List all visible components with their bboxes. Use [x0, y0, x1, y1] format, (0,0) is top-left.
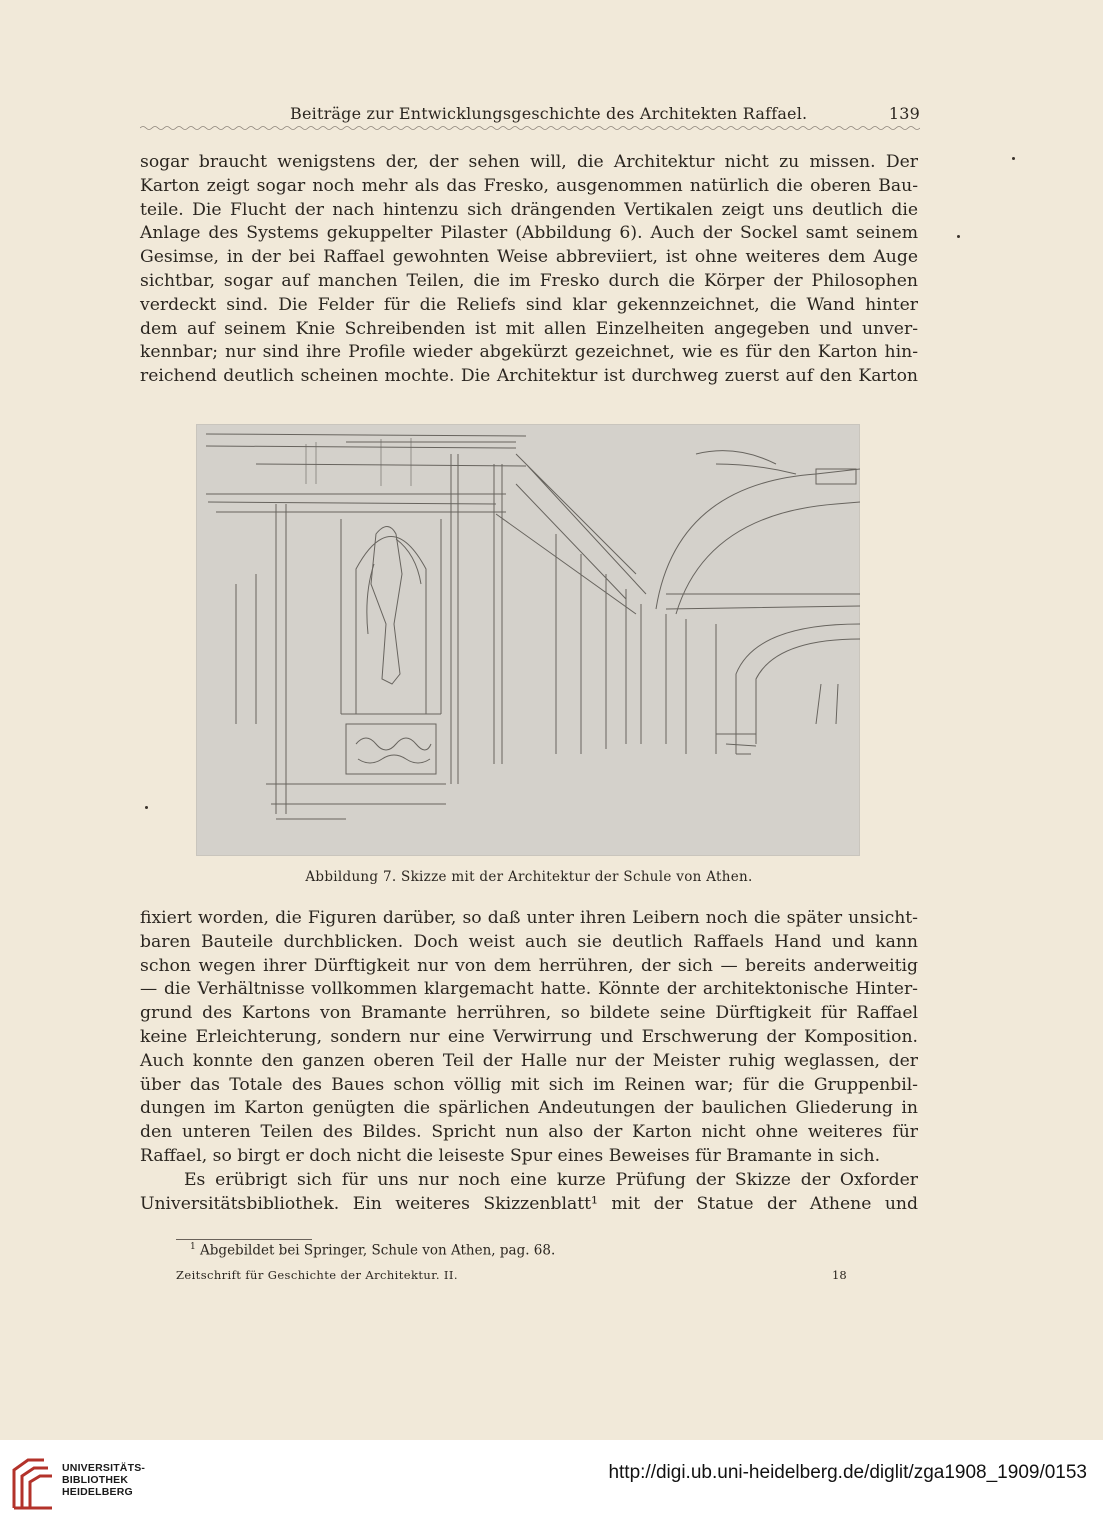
- margin-dot: [957, 235, 960, 238]
- paragraph-1: [140, 151, 918, 389]
- text-line: sogar braucht wenigstens der, der sehen will, die Architektur nicht zu missen. Der: [140, 152, 918, 172]
- text-line: Gesimse, in der bei Raffael gewohnten Weise abbreviiert, ist ohne weiteres dem Auge: [140, 247, 918, 268]
- library-name-line-2: BIBLIOTHEK: [62, 1474, 129, 1486]
- text-line: Karton zeigt sogar noch mehr als das Fresko, ausgenommen natürlich die oberen Bau-: [140, 175, 918, 196]
- header-wavy-rule: [140, 124, 920, 132]
- paragraph-2: [140, 907, 918, 1169]
- text-line: dungen im Karton genügten die spärlichen Andeutungen der baulichen Gliederung in: [140, 1098, 918, 1119]
- margin-dot: [1012, 157, 1015, 160]
- margin-dot: [145, 806, 148, 809]
- figure-caption: Abbildung 7. Skizze mit der Architektur der Schule von Athen.: [305, 869, 753, 885]
- text-line: über das Totale des Baues schon völlig mit sich im Reinen war; für die Gruppenbil-: [140, 1074, 918, 1095]
- text-line: Auch konnte den ganzen oberen Teil der Halle nur der Meister ruhig weglassen, der: [140, 1050, 918, 1071]
- architecture-sketch: [196, 424, 860, 856]
- text-line: Anlage des Systems gekuppelter Pilaster (Abbildung 6). Auch der Sockel samt seinem: [140, 223, 918, 244]
- text-line: den unteren Teilen des Bildes. Spricht nun also der Karton nicht ohne weiteres für: [140, 1122, 918, 1143]
- library-name-line-3: HEIDELBERG: [62, 1486, 133, 1498]
- footnote-rule: [176, 1239, 312, 1240]
- text-line: teile. Die Flucht der nach hintenzu sich drängenden Vertikalen zeigt uns deutlich die: [140, 199, 918, 220]
- running-header: [140, 100, 920, 126]
- source-url-link[interactable]: http://digi.ub.uni-heidelberg.de/diglit/zga1908_1909/0153: [608, 1462, 1087, 1483]
- university-library-logo: [10, 1456, 54, 1512]
- footnote: [190, 1242, 555, 1259]
- text-line: kennbar; nur sind ihre Profile wieder abgekürzt gezeichnet, wie es für den Karton hin-: [140, 342, 918, 363]
- sheet-signature: 18: [832, 1268, 847, 1282]
- paragraph-3: [140, 1169, 918, 1217]
- footnote-text: Abgebildet bei Springer, Schule von Athen, pag. 68.: [200, 1242, 556, 1259]
- text-line: sichtbar, sogar auf manchen Teilen, die im Fresko durch die Körper der Philosophen: [140, 270, 918, 291]
- text-line: baren Bauteile durchblicken. Doch weist auch sie deutlich Raffaels Hand und kann: [140, 931, 918, 952]
- text-line: keine Erleichterung, sondern nur eine Verwirrung und Erschwerung der Komposition.: [140, 1026, 918, 1047]
- library-name-line-1: UNIVERSITÄTS-: [62, 1462, 146, 1474]
- text-line: fixiert worden, die Figuren darüber, so daß unter ihren Leibern noch die später unsicht-: [140, 908, 918, 928]
- text-line: Es erübrigt sich für uns nur noch eine kurze Prüfung der Skizze der Oxforder: [184, 1170, 918, 1190]
- text-line: verdeckt sind. Die Felder für die Reliefs sind klar gekennzeichnet, die Wand hinter: [140, 294, 918, 315]
- text-line: reichend deutlich scheinen mochte. Die Architektur ist durchweg zuerst auf den Karton: [140, 366, 918, 387]
- figure-sketch-image: [196, 424, 860, 856]
- text-line: schon wegen ihrer Dürftigkeit nur von dem herrühren, der sich — bereits anderweitig: [140, 955, 918, 976]
- text-line: Universitätsbibliothek. Ein weiteres Skizzenblatt¹ mit der Statue der Athene und: [140, 1193, 918, 1214]
- text-line: — die Verhältnisse vollkommen klargemacht hatte. Könnte der architektonische Hinter-: [140, 979, 918, 1000]
- text-line: Raffael, so birgt er doch nicht die leiseste Spur eines Beweises für Bramante in sich.: [140, 1145, 881, 1166]
- journal-signature-line: Zeitschrift für Geschichte der Architektur. II.: [176, 1268, 458, 1282]
- footnote-marker: 1: [190, 1242, 196, 1252]
- library-name: [62, 1462, 145, 1498]
- page-number: 139: [888, 104, 920, 123]
- running-title: Beiträge zur Entwicklungsgeschichte des Architekten Raffael.: [290, 104, 808, 123]
- text-line: dem auf seinem Knie Schreibenden ist mit allen Einzelheiten angegeben und unver-: [140, 318, 918, 339]
- text-line: grund des Kartons von Bramante herrühren, so bildete seine Dürftigkeit für Raffael: [140, 1003, 918, 1024]
